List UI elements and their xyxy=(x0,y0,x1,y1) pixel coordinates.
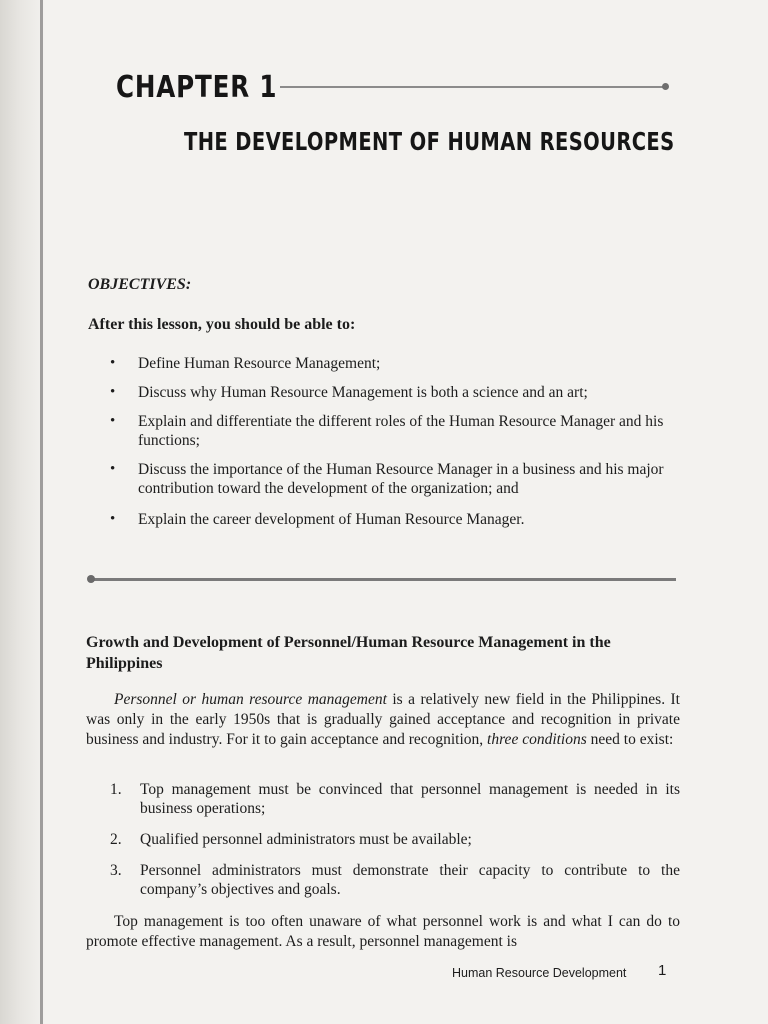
body-paragraph: Personnel or human resource management is a relatively new field in the Philippines. It was only in the early 1950s that is gradually gained acceptance and recognition in private business and industry. For it to gain acceptance and recognition, three conditions need to exist: xyxy=(86,691,680,748)
objectives-list xyxy=(110,354,670,539)
bullet-icon: • xyxy=(110,384,116,400)
section-heading: Growth and Development of Personnel/Human Resource Management in the Philippines xyxy=(86,634,611,672)
chapter-label: CHAPTER 1 xyxy=(116,70,278,105)
objectives-heading: OBJECTIVES: xyxy=(88,276,192,293)
objectives-intro: After this lesson, you should be able to: xyxy=(88,316,356,333)
bullet-icon: • xyxy=(110,413,116,429)
emphasis-text: three conditions xyxy=(487,731,587,748)
chapter-title: THE DEVELOPMENT OF HUMAN RESOURCES xyxy=(184,127,675,156)
chapter-rule xyxy=(280,86,666,88)
objective-item: • Explain and differentiate the different roles of the Human Resource Manager and his functions; xyxy=(110,413,664,449)
page-binding-edge xyxy=(0,0,46,1024)
emphasis-text: Personnel or human resource management xyxy=(114,691,387,708)
objective-item: • Explain the career development of Human Resource Manager. xyxy=(110,511,525,528)
rule-end-dot xyxy=(87,575,95,583)
footer-running-title: Human Resource Development xyxy=(452,966,627,980)
section-divider xyxy=(90,578,676,581)
bullet-icon: • xyxy=(110,461,116,477)
objective-item: • Define Human Resource Management; xyxy=(110,355,381,372)
objective-item: • Discuss why Human Resource Management is both a science and an art; xyxy=(110,384,588,401)
objective-item: • Discuss the importance of the Human Resource Manager in a business and his major contribution toward the development of the organization; and xyxy=(110,461,664,497)
conditions-list xyxy=(110,780,680,911)
condition-item: 3. Personnel administrators must demonstrate their capacity to contribute to the company’s objectives and goals. xyxy=(110,862,680,898)
bullet-icon: • xyxy=(110,355,116,371)
bullet-icon: • xyxy=(110,511,116,527)
page-number: 1 xyxy=(658,962,667,979)
condition-item: 2. Qualified personnel administrators must be available; xyxy=(110,831,472,848)
body-paragraph: Top management is too often unaware of what personnel work is and what I can do to promote effective management. As a result, personnel management is xyxy=(86,913,680,950)
rule-end-dot xyxy=(662,83,669,90)
condition-item: 1. Top management must be convinced that personnel management is needed in its business operations; xyxy=(110,781,680,817)
